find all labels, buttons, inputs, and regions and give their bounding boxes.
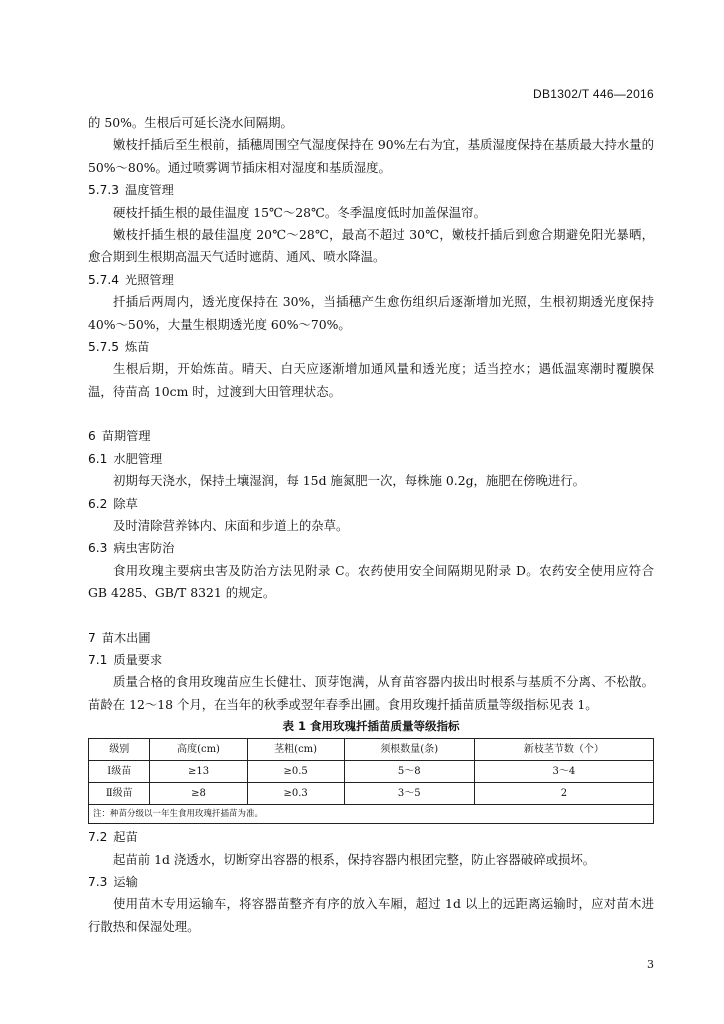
section-title: 水肥管理 bbox=[113, 451, 163, 466]
section-title: 质量要求 bbox=[113, 652, 163, 667]
table-cell: 5～8 bbox=[344, 761, 474, 783]
chapter-number: 7 bbox=[88, 630, 96, 645]
table-cell: 3～5 bbox=[344, 783, 474, 805]
section-heading-6-3 bbox=[88, 537, 654, 559]
table-header-cell: 新枝茎节数（个） bbox=[474, 739, 653, 761]
section-heading-6-1 bbox=[88, 448, 654, 470]
table-header-cell: 高度(cm) bbox=[150, 739, 247, 761]
table-note-row bbox=[89, 805, 654, 824]
table-header-cell: 须根数量(条) bbox=[344, 739, 474, 761]
table-cell: Ⅰ级苗 bbox=[89, 761, 150, 783]
paragraph: 嫩枝扦插后至生根前，插穗周围空气湿度保持在 90%左右为宜，基质湿度保持在基质最大持水量的 50%～80%。通过喷雾调节插床相对湿度和基质湿度。 bbox=[88, 137, 654, 175]
table-cell: ≥8 bbox=[150, 783, 247, 805]
section-title: 起苗 bbox=[113, 830, 138, 845]
section-heading-6-2 bbox=[88, 493, 654, 515]
section-title: 病虫害防治 bbox=[113, 541, 175, 556]
chapter-title: 苗期管理 bbox=[101, 429, 151, 444]
table-cell: ≥13 bbox=[150, 761, 247, 783]
paragraph: 生根后期，开始炼苗。晴天、白天应逐渐增加通风量和透光度；适当控水；遇低温寒潮时覆膜保温，待苗高 10cm 时，过渡到大田管理状态。 bbox=[88, 361, 654, 399]
section-title: 温度管理 bbox=[125, 183, 174, 198]
table-cell: 2 bbox=[474, 783, 653, 805]
page-number: 3 bbox=[647, 958, 654, 971]
section-title: 光照管理 bbox=[125, 272, 174, 287]
paragraph: 的 50%。生根后可延长浇水间隔期。 bbox=[88, 115, 293, 130]
paragraph: 嫩枝扦插生根的最佳温度 20℃～28℃，最高不超过 30℃，嫩枝扦插后到愈合期避免阳光暴晒，愈合期到生根期高温天气适时遮荫、通风、喷水降温。 bbox=[88, 227, 654, 265]
paragraph: 扦插后两周内，透光度保持在 30%，当插穗产生愈伤组织后逐渐增加光照，生根初期透光度保持 40%～50%，大量生根期透光度 60%～70%。 bbox=[88, 294, 654, 332]
section-title: 运输 bbox=[113, 874, 138, 889]
chapter-heading-6 bbox=[88, 425, 654, 447]
section-heading-5-7-5 bbox=[88, 336, 654, 358]
paragraph: 质量合格的食用玫瑰苗应生长健壮、顶芽饱满，从育苗容器内拔出时根系与基质不分离、不松散。苗龄在 12～18 个月，在当年的秋季或翌年春季出圃。食用玫瑰扦插苗质量等级指标见表 1。 bbox=[88, 674, 654, 712]
paragraph: 使用苗木专用运输车，将容器苗整齐有序的放入车厢，超过 1d 以上的远距离运输时，应对苗木进行散热和保湿处理。 bbox=[88, 896, 654, 934]
chapter-number: 6 bbox=[88, 429, 96, 444]
table-header-cell: 茎粗(cm) bbox=[247, 739, 344, 761]
table-cell: 3～4 bbox=[474, 761, 653, 783]
chapter-heading-7 bbox=[88, 627, 654, 649]
paragraph: 初期每天浇水，保持土壤湿润，每 15d 施氮肥一次，每株施 0.2g，施肥在傍晚进行。 bbox=[113, 473, 586, 489]
section-number: 5.7.5 bbox=[88, 340, 120, 355]
table-note: 注：种苗分级以一年生食用玫瑰扦插苗为准。 bbox=[89, 805, 654, 824]
section-heading-7-1 bbox=[88, 649, 654, 671]
table-row bbox=[89, 761, 654, 783]
chapter-title: 苗木出圃 bbox=[101, 630, 151, 645]
section-heading-7-2 bbox=[88, 826, 654, 848]
section-number: 7.2 bbox=[88, 830, 108, 845]
table-caption: 表 1 食用玫瑰扦插苗质量等级指标 bbox=[282, 719, 460, 734]
section-heading-7-3 bbox=[88, 871, 654, 893]
section-number: 6.1 bbox=[88, 451, 108, 466]
section-number: 6.2 bbox=[88, 496, 108, 511]
paragraph: 起苗前 1d 浇透水，切断穿出容器的根系，保持容器内根团完整，防止容器破碎或损坏。 bbox=[113, 851, 596, 867]
table-header-row bbox=[89, 739, 654, 761]
section-number: 7.3 bbox=[88, 874, 108, 889]
document-body bbox=[88, 112, 654, 938]
section-heading-5-7-3 bbox=[88, 179, 654, 201]
section-number: 6.3 bbox=[88, 541, 108, 556]
document-code-header: DB1302/T 446—2016 bbox=[533, 87, 654, 101]
seedling-grade-table bbox=[88, 738, 654, 824]
paragraph: 硬枝扦插生根的最佳温度 15℃～28℃。冬季温度低时加盖保温帘。 bbox=[113, 204, 486, 220]
table-cell: ≥0.3 bbox=[247, 783, 344, 805]
table-header-cell: 级别 bbox=[89, 739, 150, 761]
table-cell: Ⅱ级苗 bbox=[89, 783, 150, 805]
table-row bbox=[89, 783, 654, 805]
table-cell: ≥0.5 bbox=[247, 761, 344, 783]
paragraph: 及时清除营养钵内、床面和步道上的杂草。 bbox=[113, 517, 349, 533]
section-heading-5-7-4 bbox=[88, 269, 654, 291]
section-title: 炼苗 bbox=[125, 340, 150, 355]
paragraph: 食用玫瑰主要病虫害及防治方法见附录 C。农药使用安全间隔期见附录 D。农药安全使用应符合 GB 4285、GB/T 8321 的规定。 bbox=[88, 562, 654, 601]
section-number: 5.7.3 bbox=[88, 183, 120, 198]
section-number: 5.7.4 bbox=[88, 272, 120, 287]
section-title: 除草 bbox=[113, 496, 138, 511]
section-number: 7.1 bbox=[88, 652, 108, 667]
